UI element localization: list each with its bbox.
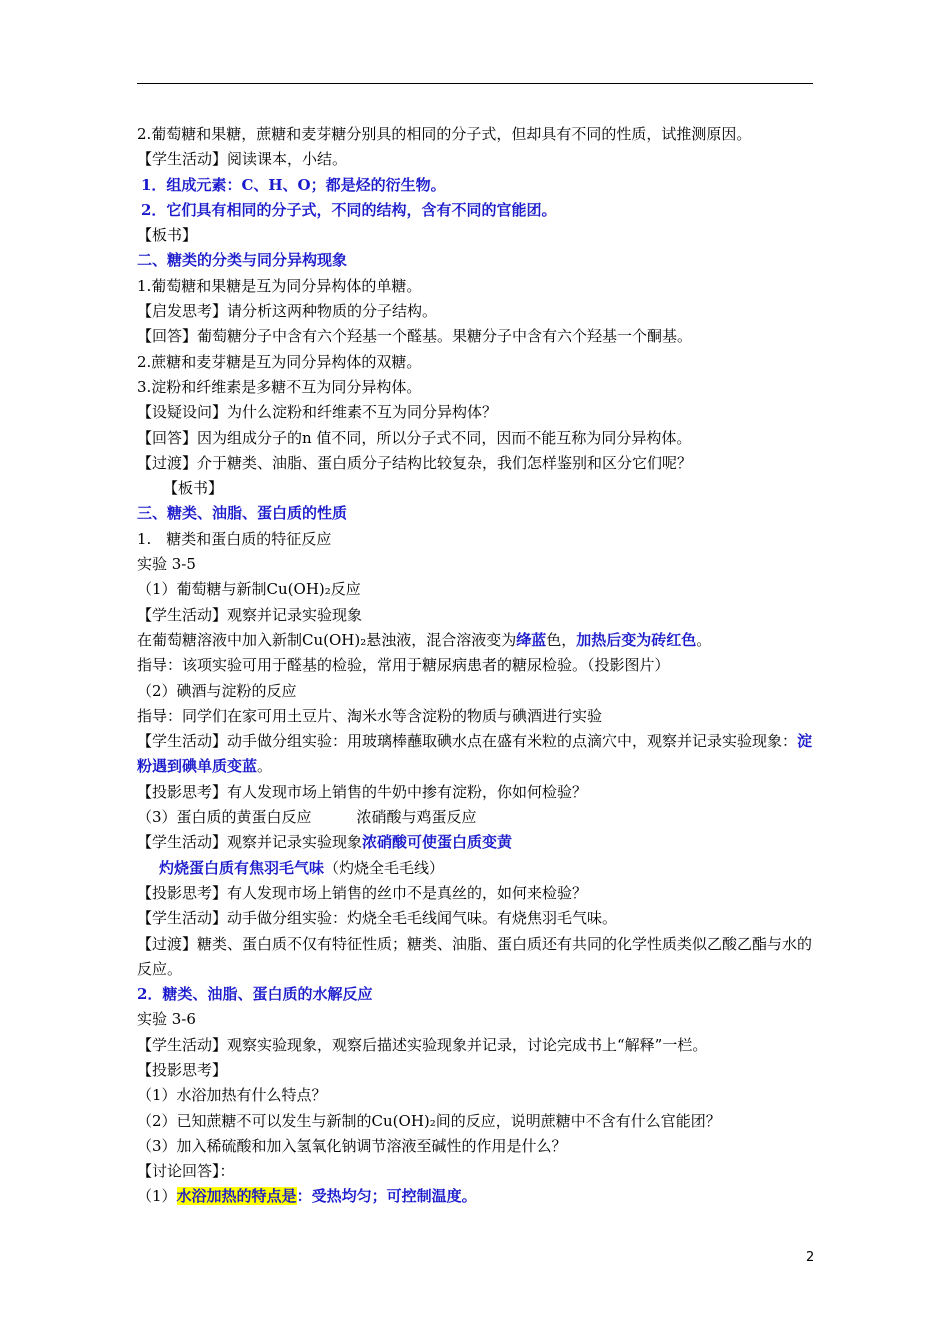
text-segment: 实验 3-5 <box>137 555 196 574</box>
text-line <box>137 198 827 223</box>
text-line <box>137 982 827 1007</box>
text-line <box>137 679 827 704</box>
text-line <box>137 122 827 147</box>
emphasis-text: 加热后变为砖红色 <box>576 630 697 649</box>
text-line <box>137 1058 827 1083</box>
text-segment: 【板书】 <box>137 226 198 245</box>
text-segment: 。 <box>257 757 273 776</box>
text-segment: （灼烧全毛毛线） <box>324 858 445 877</box>
text-line <box>137 248 827 273</box>
text-line <box>137 628 827 653</box>
text-line <box>137 426 827 451</box>
emphasis-text: 三、糖类、油脂、蛋白质的性质 <box>137 504 348 523</box>
emphasis-text: ：受热均匀；可控制温度。 <box>296 1187 477 1206</box>
text-line <box>137 274 827 299</box>
text-segment: 【学生活动】动手做分组实验：用玻璃棒蘸取碘水点在盛有米粒的点滴穴中，观察并记录实验现象： <box>137 732 798 751</box>
text-segment: 【学生活动】动手做分组实验：灼烧全毛毛线闻气味。有烧焦羽毛气味。 <box>137 909 618 928</box>
text-line <box>137 1184 827 1209</box>
text-segment: 【板书】 <box>163 479 224 498</box>
text-segment: 指导：同学们在家可用土豆片、淘米水等含淀粉的物质与碘酒进行实验 <box>137 706 603 725</box>
text-line <box>137 1033 827 1058</box>
text-line <box>137 173 827 198</box>
text-line <box>137 1159 827 1184</box>
text-segment: 【学生活动】观察实验现象，观察后描述实验现象并记录，讨论完成书上“解释”一栏。 <box>137 1035 708 1054</box>
text-line <box>137 375 827 400</box>
text-segment: 指导：该项实验可用于醛基的检验，常用于糖尿病患者的糖尿检验。（投影图片） <box>137 656 670 675</box>
text-line <box>137 400 827 425</box>
text-line <box>137 704 827 729</box>
text-line <box>137 881 827 906</box>
text-segment: 【过渡】介于糖类、油脂、蛋白质分子结构比较复杂，我们怎样鉴别和区分它们呢？ <box>137 453 693 472</box>
text-line <box>137 527 827 552</box>
text-segment: 【投影思考】有人发现市场上销售的丝巾不是真丝的，如何来检验？ <box>137 883 588 902</box>
text-segment: 在葡萄糖溶液中加入新制Cu(OH)₂悬浊液，混合溶液变为 <box>137 630 517 649</box>
text-segment: 【设疑设问】为什么淀粉和纤维素不互为同分异构体？ <box>137 403 498 422</box>
text-line <box>137 476 827 501</box>
text-line <box>137 906 827 931</box>
text-segment: 【学生活动】阅读课本，小结。 <box>137 150 348 169</box>
text-line <box>137 1083 827 1108</box>
text-segment: （2）已知蔗糖不可以发生与新制的Cu(OH)₂间的反应，说明蔗糖中不含有什么官能团？ <box>137 1111 721 1130</box>
text-segment: 2.葡萄糖和果糖，蔗糖和麦芽糖分别具的相同的分子式，但却具有不同的性质，试推测原因。 <box>137 125 752 143</box>
text-line <box>137 223 827 248</box>
text-line <box>137 856 827 881</box>
text-line <box>137 147 827 172</box>
text-segment: 【讨论回答】： <box>137 1162 235 1181</box>
text-segment: 【投影思考】 <box>137 1060 228 1079</box>
text-line <box>137 653 827 678</box>
text-segment: 【启发思考】请分析这两种物质的分子结构。 <box>137 302 438 321</box>
text-line <box>137 1134 827 1159</box>
text-segment: 【回答】因为组成分子的n 值不同，所以分子式不同，因而不能互称为同分异构体。 <box>137 428 692 447</box>
text-segment: 色， <box>546 630 577 649</box>
emphasis-text: 二、糖类的分类与同分异构现象 <box>137 251 348 270</box>
emphasis-text: 水浴加热的特点是 <box>176 1187 297 1206</box>
emphasis-text: 灼烧蛋白质有焦羽毛气味 <box>159 858 325 877</box>
emphasis-text: 2．它们具有相同的分子式，不同的结构，含有不同的官能团。 <box>141 200 557 219</box>
text-line <box>137 451 827 476</box>
text-line <box>137 299 827 324</box>
emphasis-text: 2．糖类、油脂、蛋白质的水解反应 <box>137 985 373 1004</box>
text-line <box>137 603 827 628</box>
emphasis-text: 1．组成元素：C、H、O；都是烃的衍生物。 <box>141 175 446 194</box>
emphasis-text: 绛蓝 <box>516 630 547 649</box>
text-segment: 【过渡】糖类、蛋白质不仅有特征性质；糖类、油脂、蛋白质还有共同的化学性质类似乙酸乙酯与水的反应。 <box>137 934 813 978</box>
header-rule <box>137 83 813 84</box>
text-segment: （3）蛋白质的黄蛋白反应 浓硝酸与鸡蛋反应 <box>137 808 477 827</box>
text-segment: 【学生活动】观察并记录实验现象 <box>137 605 363 624</box>
text-segment: （1）葡萄糖与新制Cu(OH)₂反应 <box>137 580 361 599</box>
text-segment: （2）碘酒与淀粉的反应 <box>137 681 297 700</box>
text-segment: 1.葡萄糖和果糖是互为同分异构体的单糖。 <box>137 276 422 295</box>
text-line <box>137 350 827 375</box>
page-number: 2 <box>806 1250 815 1265</box>
text-segment: 【学生活动】观察并记录实验现象 <box>137 833 363 852</box>
text-line <box>137 932 815 983</box>
text-line <box>137 780 827 805</box>
document-body <box>137 122 827 1210</box>
text-segment: 2.蔗糖和麦芽糖是互为同分异构体的双糖。 <box>137 352 422 371</box>
text-line <box>137 324 827 349</box>
text-segment: 实验 3-6 <box>137 1010 196 1029</box>
text-segment: 1. 糖类和蛋白质的特征反应 <box>137 529 332 548</box>
emphasis-text: 淀粉遇到碘单质变蓝 <box>137 732 813 776</box>
text-segment: （1） <box>137 1187 177 1206</box>
text-line <box>137 577 827 602</box>
text-segment: （1）水浴加热有什么特点？ <box>137 1086 327 1105</box>
text-segment: 【投影思考】有人发现市场上销售的牛奶中掺有淀粉，你如何检验？ <box>137 782 588 801</box>
text-line <box>137 552 827 577</box>
text-segment: 3.淀粉和纤维素是多糖不互为同分异构体。 <box>137 377 422 396</box>
text-line <box>137 1007 827 1032</box>
text-line <box>137 805 827 830</box>
text-segment: （3）加入稀硫酸和加入氢氧化钠调节溶液至碱性的作用是什么？ <box>137 1136 567 1155</box>
emphasis-text: 浓硝酸可使蛋白质变黄 <box>362 833 513 852</box>
text-line <box>137 830 827 855</box>
text-line <box>137 729 815 780</box>
text-segment: 【回答】葡萄糖分子中含有六个羟基一个醛基。果糖分子中含有六个羟基一个酮基。 <box>137 327 693 346</box>
text-line <box>137 1109 827 1134</box>
text-segment: 。 <box>696 630 712 649</box>
text-line <box>137 501 827 526</box>
